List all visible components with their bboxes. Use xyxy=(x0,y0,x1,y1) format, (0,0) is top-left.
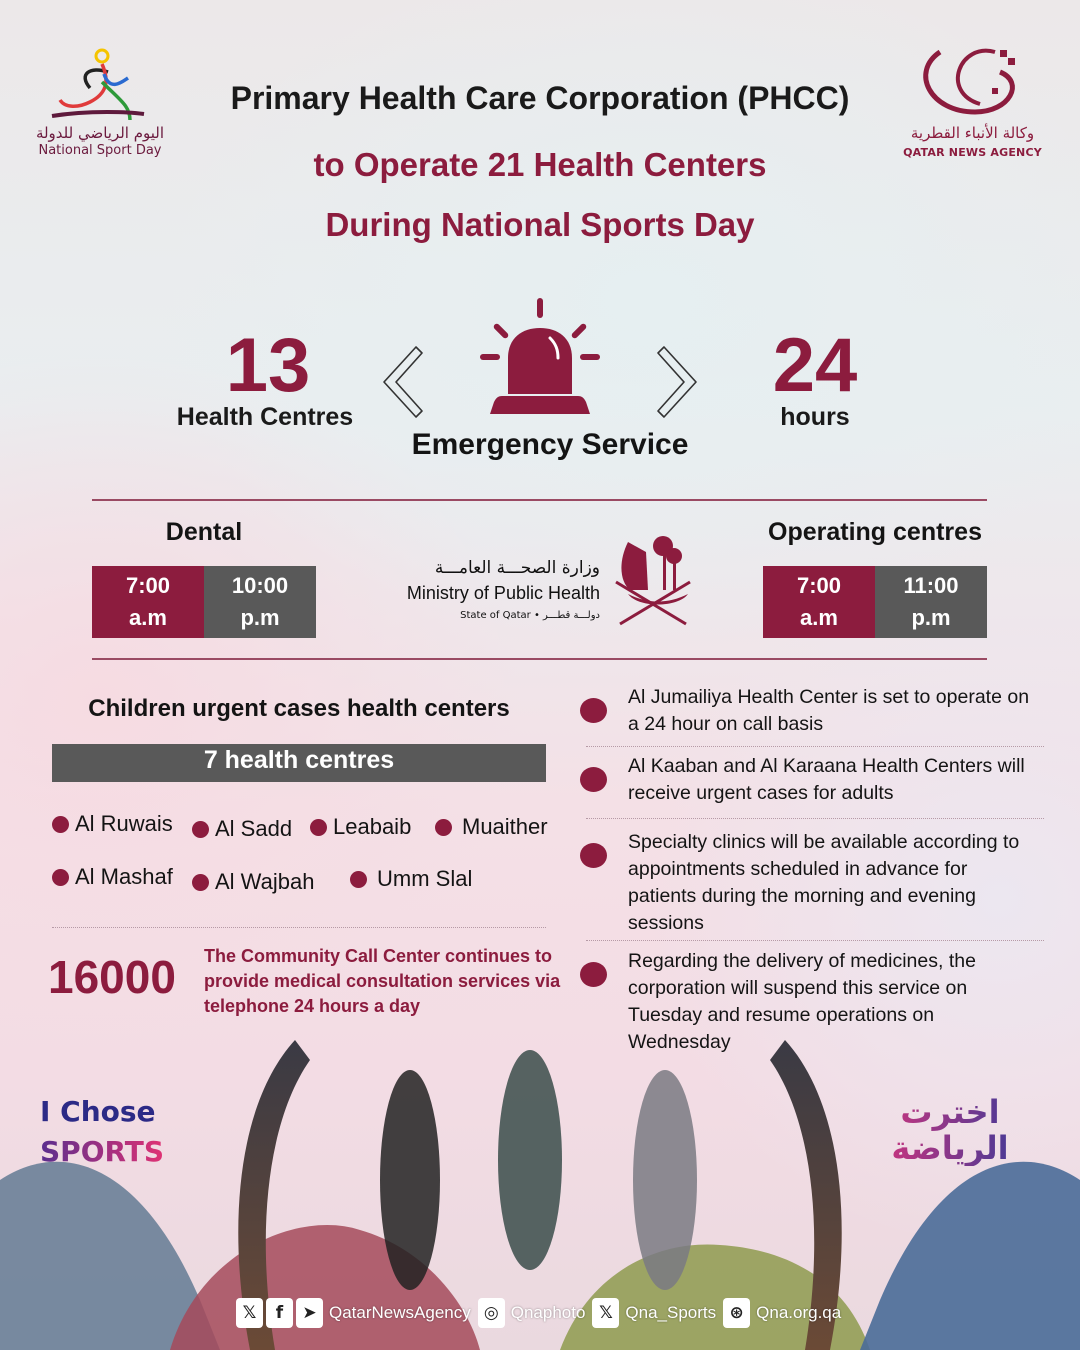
operating-open-time: 7:00 a.m xyxy=(763,566,875,638)
moph-arabic-text: وزارة الصحـــة العامـــة xyxy=(434,558,600,578)
dental-open-time: 7:00 a.m xyxy=(92,566,204,638)
website-link[interactable]: Qna.org.qa xyxy=(756,1303,842,1322)
location-item: Leabaib xyxy=(310,814,411,840)
bullet-icon xyxy=(310,819,327,836)
health-centres-label: Health Centres xyxy=(176,403,354,431)
children-urgent-title: Children urgent cases health centers xyxy=(88,695,510,722)
facebook-icon[interactable]: f xyxy=(266,1298,293,1328)
note-item: Regarding the delivery of medicines, the corporation will suspend this service on Tuesday and resume operations on Wednesday xyxy=(580,948,1040,1056)
ikhtart-al-riyada-logo: اخترت الرياضة xyxy=(860,1094,1040,1166)
operating-hours xyxy=(763,566,987,638)
location-item: Al Sadd xyxy=(192,816,292,842)
headline-line-3: During National Sports Day xyxy=(325,206,755,243)
note-item: Specialty clinics will be available according to appointments scheduled in advance for patients during the morning and evening sessions xyxy=(580,829,1040,937)
bullet-icon xyxy=(52,816,69,833)
siren-icon xyxy=(478,296,602,414)
hours-label: hours xyxy=(780,403,850,431)
location-item: Al Ruwais xyxy=(52,811,173,837)
dotted-divider xyxy=(586,940,1044,941)
i-chose-sports-logo: I Chose SPORTS xyxy=(40,1092,164,1172)
note-item: Al Jumailiya Health Center is set to operate on a 24 hour on call basis xyxy=(580,684,1040,738)
chevron-right-icon xyxy=(652,343,702,421)
social-handle-main[interactable]: QatarNewsAgency xyxy=(329,1303,471,1322)
dental-label: Dental xyxy=(165,518,243,546)
location-item: Umm Slal xyxy=(350,866,472,892)
health-centres-count: 13 xyxy=(225,323,311,408)
headline-line-2: to Operate 21 Health Centers xyxy=(313,146,767,183)
x-icon[interactable]: 𝕏 xyxy=(236,1298,263,1328)
bullet-icon xyxy=(350,871,367,888)
bullet-icon xyxy=(192,821,209,838)
social-footer xyxy=(236,1298,845,1328)
nsd-arabic-text: اليوم الرياضي للدولة xyxy=(35,124,165,142)
ministry-of-public-health-logo xyxy=(388,530,708,630)
call-center-number: 16000 xyxy=(48,951,176,1003)
divider xyxy=(92,658,987,660)
dental-hours xyxy=(92,566,316,638)
bullet-icon xyxy=(580,843,607,868)
telegram-icon[interactable]: ➤ xyxy=(296,1298,323,1328)
emergency-service-label: Emergency Service xyxy=(411,428,689,461)
bullet-icon xyxy=(435,819,452,836)
moph-english-text: Ministry of Public Health xyxy=(406,583,600,603)
bullet-icon xyxy=(52,869,69,886)
operating-close-time: 11:00 p.m xyxy=(875,566,987,638)
chevron-left-icon xyxy=(378,343,428,421)
dotted-divider xyxy=(586,746,1044,747)
call-center-text: The Community Call Center continues to provide medical consultation services via telephone 24 hours a day xyxy=(204,946,561,1016)
location-item: Al Mashaf xyxy=(52,864,173,890)
headline-line-1: Primary Health Care Corporation (PHCC) xyxy=(230,80,850,116)
qatar-emblem-icon xyxy=(608,532,698,628)
children-centres-count: 7 health centres xyxy=(52,744,546,782)
nsd-english-text: National Sport Day xyxy=(38,143,162,158)
bullet-icon xyxy=(580,962,607,987)
instagram-handle[interactable]: Qnaphoto xyxy=(510,1303,586,1322)
dotted-divider xyxy=(52,927,546,928)
location-item: Al Wajbah xyxy=(192,869,314,895)
hours-count: 24 xyxy=(772,323,858,408)
note-item: Al Kaaban and Al Karaana Health Centers will receive urgent cases for adults xyxy=(580,753,1040,807)
instagram-icon[interactable]: ◎ xyxy=(478,1298,505,1328)
moph-state-text: State of Qatar • دولـــة قطـــر xyxy=(460,610,600,621)
bullet-icon xyxy=(580,698,607,723)
x-icon[interactable]: 𝕏 xyxy=(592,1298,619,1328)
qna-english-text: QATAR NEWS AGENCY xyxy=(903,146,1042,159)
bullet-icon xyxy=(192,874,209,891)
operating-centres-label: Operating centres xyxy=(768,518,982,546)
globe-icon[interactable]: ⊛ xyxy=(723,1298,750,1328)
qna-arabic-text: وكالة الأنباء القطرية xyxy=(910,124,1035,142)
location-item: Muaither xyxy=(435,814,548,840)
divider xyxy=(92,499,987,501)
x-sports-handle[interactable]: Qna_Sports xyxy=(625,1303,717,1322)
dotted-divider xyxy=(586,818,1044,819)
bullet-icon xyxy=(580,767,607,792)
dental-close-time: 10:00 p.m xyxy=(204,566,316,638)
